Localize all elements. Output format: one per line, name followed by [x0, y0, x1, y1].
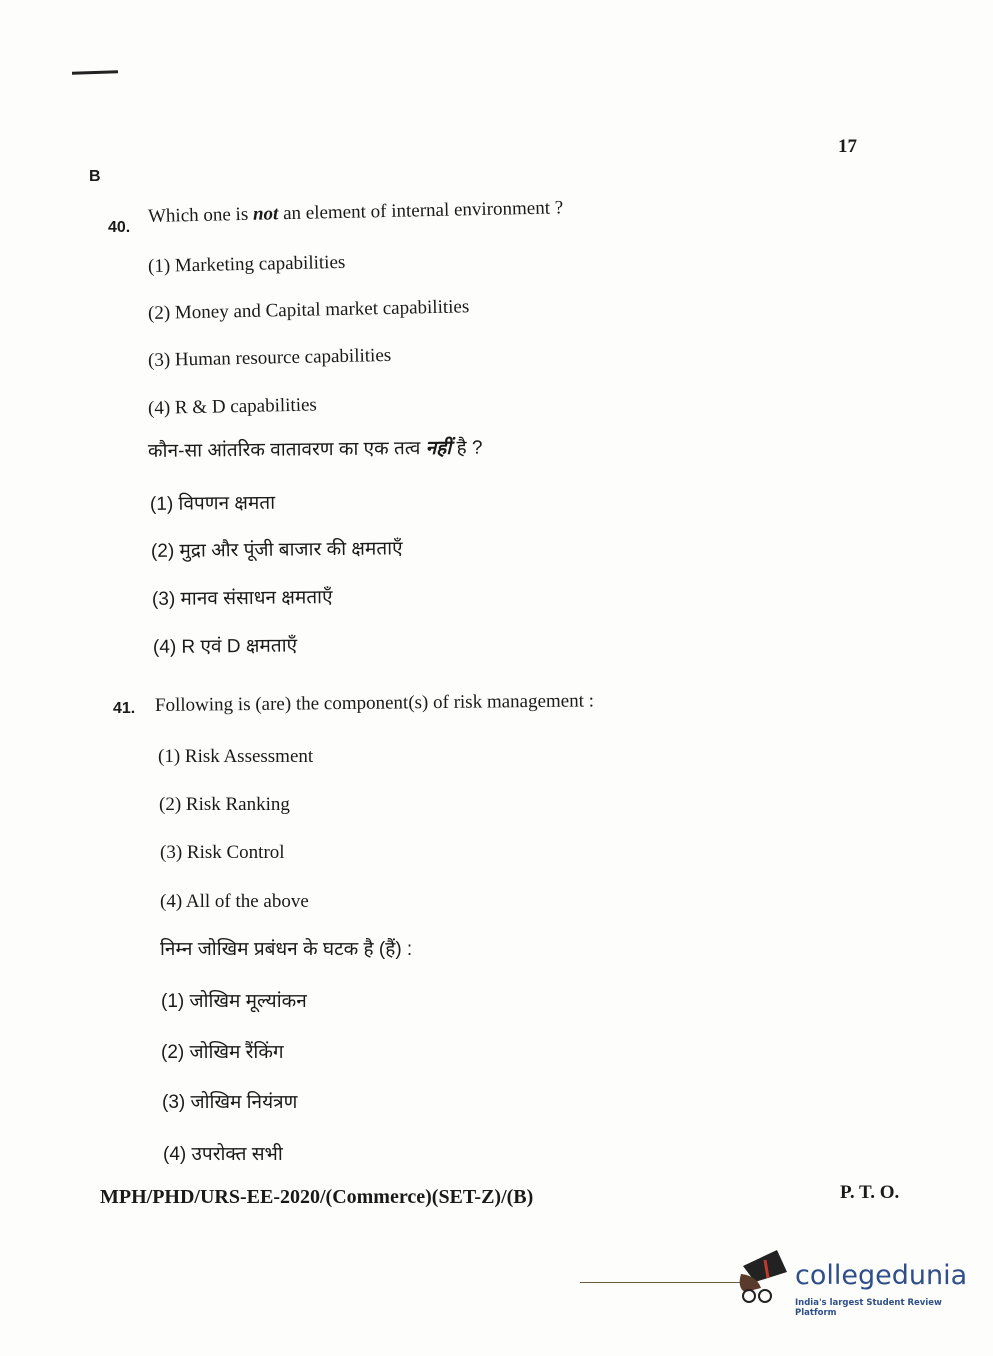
mascot-icon [735, 1248, 795, 1318]
paper-code: MPH/PHD/URS-EE-2020/(Commerce)(SET-Z)/(B) [100, 1186, 534, 1208]
q40-emphasis: not [252, 203, 279, 225]
footer-rule [580, 1282, 750, 1283]
q41-hindi-option-1: (1) जोखिम मूल्यांकन [161, 991, 307, 1012]
q40-post: an element of internal environment ? [278, 197, 564, 225]
collegedunia-watermark [735, 1248, 968, 1318]
q40-hindi-option-3: (3) मानव संसाधन क्षमताएँ [151, 587, 333, 610]
q40-hindi-emphasis: नहीं [425, 437, 452, 460]
scan-mark [72, 70, 118, 75]
q41-option-2: (2) Risk Ranking [159, 794, 290, 815]
q41-hindi-option-3: (3) जोखिम नियंत्रण [162, 1092, 298, 1113]
q40-hindi-post: है ? [451, 437, 483, 459]
q41-option-1: (1) Risk Assessment [158, 746, 314, 767]
q40-pre: Which one is [147, 203, 254, 227]
q41-hindi-text: निम्न जोखिम प्रबंधन के घटक है (हैं) : [160, 939, 413, 960]
question-number-40: 40. [108, 219, 131, 236]
page-number: 17 [838, 136, 857, 157]
q40-option-3: (3) Human resource capabilities [147, 344, 392, 371]
q40-hindi-option-1: (1) विपणन क्षमता [149, 492, 276, 515]
q40-option-2: (2) Money and Capital market capabilities [147, 296, 470, 324]
question-41-text: Following is (are) the component(s) of risk management : [154, 690, 595, 716]
question-number-41: 41. [113, 700, 136, 717]
q40-option-1: (1) Marketing capabilities [147, 251, 346, 277]
q41-option-4: (4) All of the above [160, 891, 309, 912]
q40-hindi-pre: कौन-सा आंतरिक वातावरण का एक तत्व [147, 438, 426, 462]
pto-label: P. T. O. [840, 1182, 900, 1203]
q41-option-3: (3) Risk Control [160, 842, 285, 863]
brand-name: collegedunia [795, 1260, 968, 1291]
q40-option-4: (4) R & D capabilities [147, 394, 318, 419]
set-letter: B [89, 168, 101, 185]
q41-hindi-option-2: (2) जोखिम रैंकिंग [161, 1042, 284, 1063]
q41-hindi-option-4: (4) उपरोक्त सभी [163, 1144, 283, 1165]
q40-hindi-option-2: (2) मुद्रा और पूंजी बाजार की क्षमताएँ [150, 538, 403, 562]
q40-hindi-option-4: (4) R एवं D क्षमताएँ [152, 635, 298, 658]
brand-tagline: India's largest Student Review Platform [795, 1298, 942, 1318]
q40-hindi-text [148, 438, 483, 461]
question-40-text [148, 198, 564, 226]
